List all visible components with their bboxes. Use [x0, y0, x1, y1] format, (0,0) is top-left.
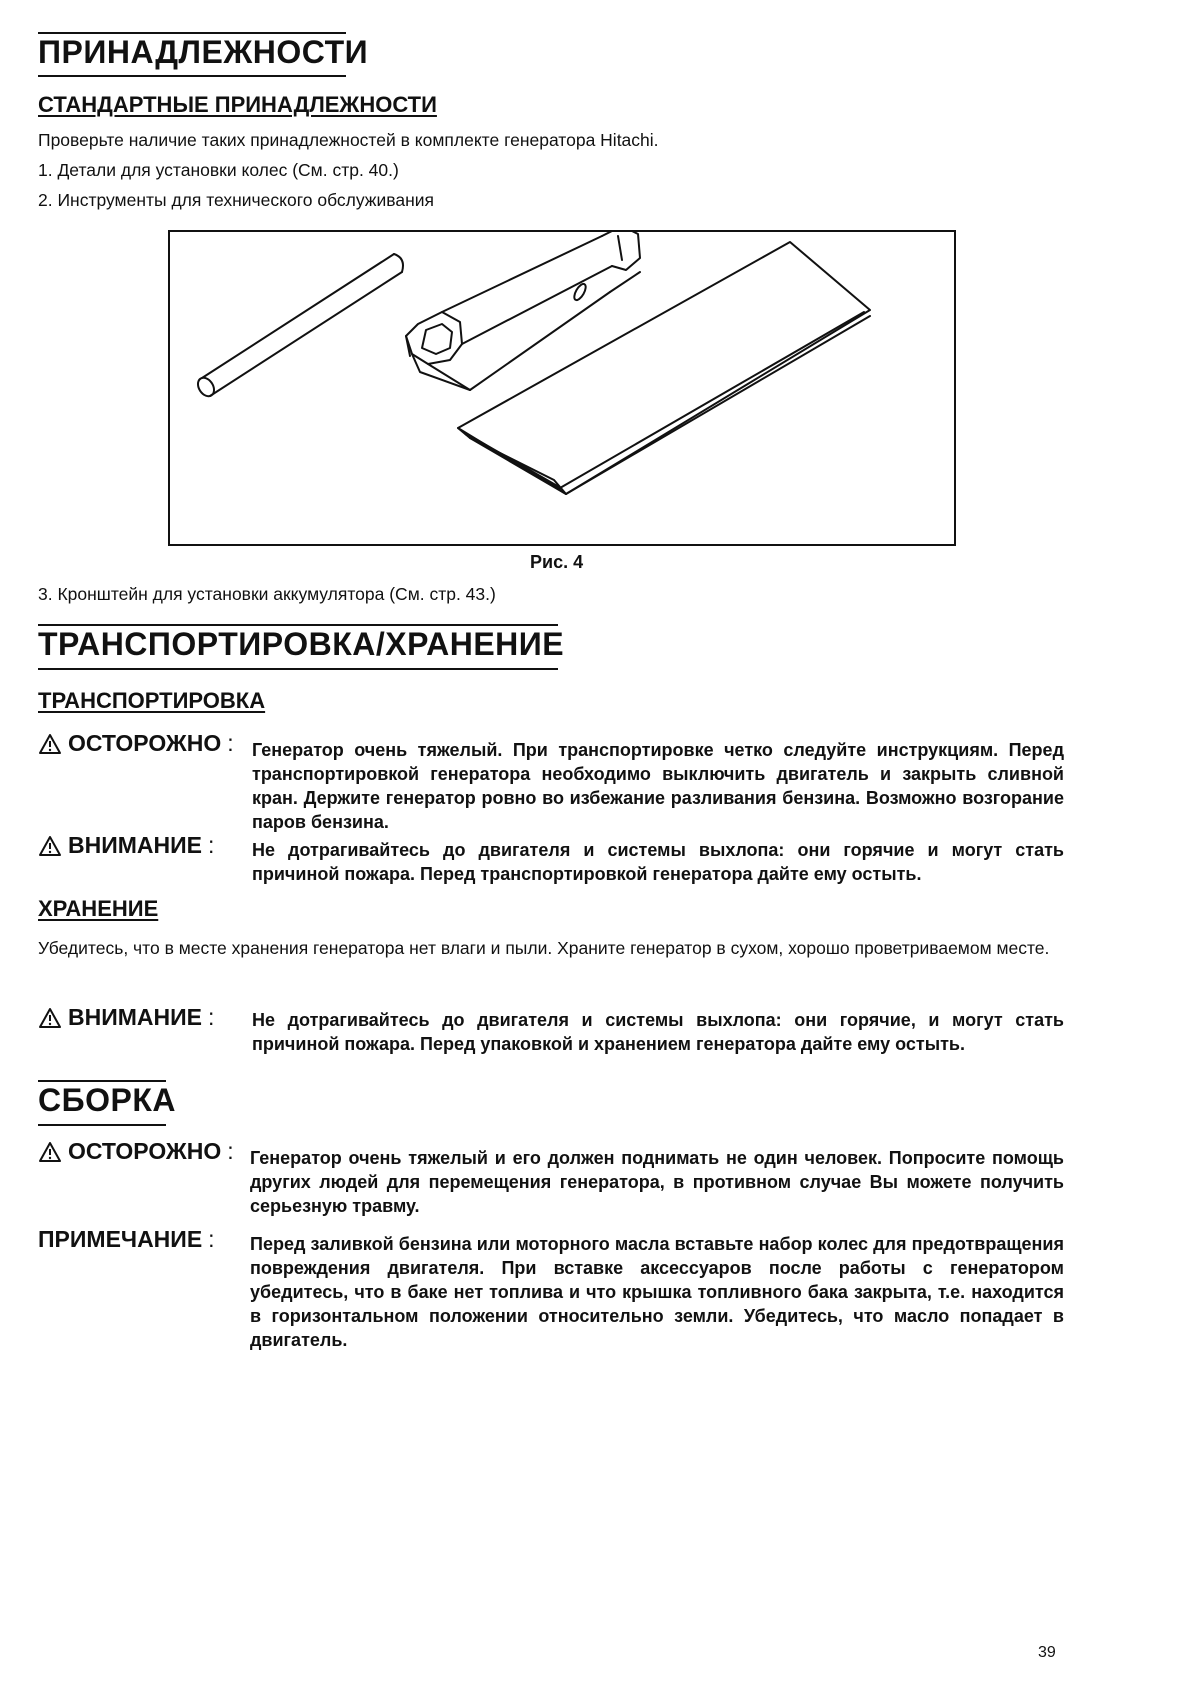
note-label-assembly: ПРИМЕЧАНИЕ :	[38, 1226, 215, 1252]
warning-label-storage: ВНИМАНИЕ :	[38, 1004, 214, 1031]
accessory-item-1: 1. Детали для установки колес (См. стр. 40.)	[38, 160, 399, 180]
warning-text-storage: Не дотрагивайтесь до двигателя и системы выхлопа: они горячие, и могут стать причиной пожара. Перед упаковкой и хранением генератора дайте ему остыть.	[252, 1010, 1064, 1054]
transport-storage-title: ТРАНСПОРТИРОВКА/ХРАНЕНИЕ	[38, 626, 565, 662]
standard-accessories-title: СТАНДАРТНЫЕ ПРИНАДЛЕЖНОСТИ	[38, 92, 437, 117]
rod-icon	[195, 254, 403, 399]
caution-label-text: ОСТОРОЖНО	[68, 1138, 222, 1164]
storage-text: Убедитесь, что в месте хранения генератора нет влаги и пыли. Храните генератор в сухом, хорошо проветриваемом месте.	[38, 938, 1050, 958]
note-text-assembly: Перед заливкой бензина или моторного масла вставьте набор колес для предотвращения повреждения двигателя. При вставке аксессуаров после работы с генератором убедитесь, что в баке нет топлива и что крышка топливного бака закрыта, т.е. находится в горизонтальном положении относительно земли. Убедитесь, что масло попадает в двигатель.	[250, 1234, 1064, 1350]
caution-label-transport: ОСТОРОЖНО :	[38, 730, 234, 757]
figure-caption: Рис. 4	[530, 552, 584, 572]
tools-illustration	[170, 232, 954, 544]
warning-triangle-icon	[38, 733, 62, 755]
wrench-icon	[406, 232, 640, 390]
caution-text-assembly: Генератор очень тяжелый и его должен поднимать не один человек. Попросите помощь других людей для перемещения генератора, в противном случае Вы можете получить серьезную травму.	[250, 1148, 1064, 1216]
assembly-title: СБОРКА	[38, 1082, 176, 1118]
bag-icon	[458, 242, 870, 494]
warning-triangle-icon	[38, 835, 62, 857]
caution-label-assembly: ОСТОРОЖНО :	[38, 1138, 234, 1165]
section-rule-bottom	[38, 668, 558, 670]
warning-label-transport: ВНИМАНИЕ :	[38, 832, 214, 859]
accessory-item-3: 3. Кронштейн для установки аккумулятора (См. стр. 43.)	[38, 584, 496, 604]
warning-triangle-icon	[38, 1141, 62, 1163]
caution-label-text: ОСТОРОЖНО	[68, 730, 222, 756]
warning-triangle-icon	[38, 1007, 62, 1029]
section-rule-bottom	[38, 75, 346, 77]
warning-text-transport: Не дотрагивайтесь до двигателя и системы выхлопа: они горячие и могут стать причиной пожара. Перед транспортировкой генератора дайте ему остыть.	[252, 840, 1064, 884]
warning-label-text: ВНИМАНИЕ	[68, 1004, 203, 1030]
figure-tools	[168, 230, 956, 546]
caution-text-transport: Генератор очень тяжелый. При транспортировке четко следуйте инструкциям. Перед транспортировкой генератора необходимо выключить двигатель и закрыть сливной кран. Держите генератор ровно во избежание разливания бензина. Возможно возгорание паров бензина.	[252, 740, 1064, 832]
page-number: 39	[1038, 1644, 1056, 1661]
warning-label-text: ВНИМАНИЕ	[68, 832, 203, 858]
section-rule-bottom	[38, 1124, 166, 1126]
transport-title: ТРАНСПОРТИРОВКА	[38, 688, 266, 713]
storage-title: ХРАНЕНИЕ	[38, 896, 159, 921]
accessories-intro: Проверьте наличие таких принадлежностей в комплекте генератора Hitachi.	[38, 130, 659, 150]
accessory-item-2: 2. Инструменты для технического обслуживания	[38, 190, 435, 210]
accessories-title: ПРИНАДЛЕЖНОСТИ	[38, 34, 369, 70]
note-label-text: ПРИМЕЧАНИЕ	[38, 1226, 203, 1252]
